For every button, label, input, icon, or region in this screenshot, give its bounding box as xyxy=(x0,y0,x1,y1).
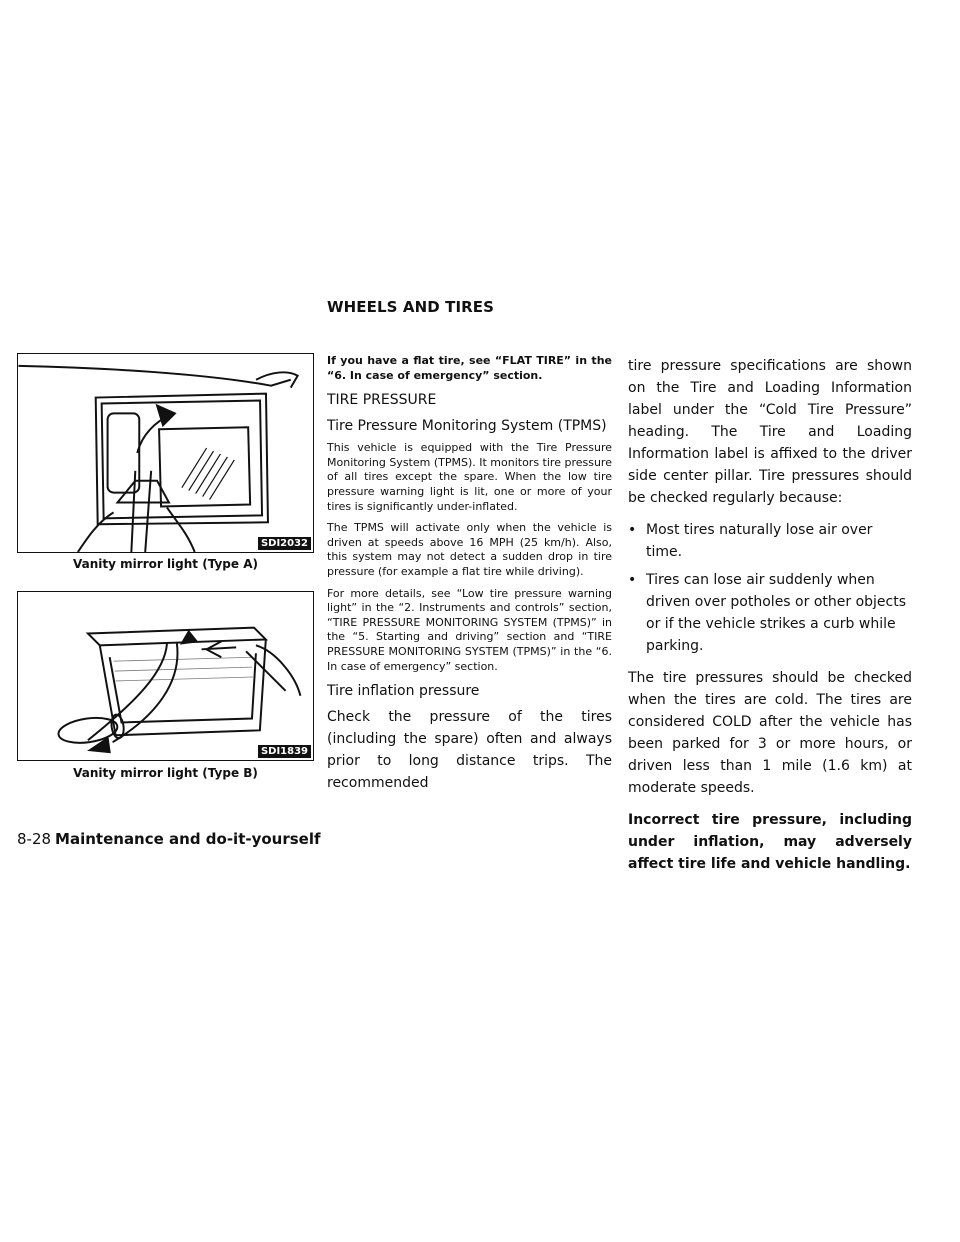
heading-tire-pressure: TIRE PRESSURE xyxy=(327,392,437,409)
paragraph: For more details, see “Low tire pressure warning light” in the “2. Instruments and controls” section, “TIRE PRESSURE MONITORING SYSTEM (TPMS)” in the “5. Starting and driving” section and “TIRE PRESSURE MONITORING SYSTEM (TPMS)” in the “6. In case of emergency” section. xyxy=(327,586,612,673)
paragraph: The TPMS will activate only when the vehicle is driven at speeds above 16 MPH (25 km/h). Also, this system may not detect a sudden drop in tire pressure (for example a flat tire while driving). xyxy=(327,521,612,578)
page-number: 8-28 xyxy=(17,830,52,848)
figure-vanity-mirror-type-b xyxy=(17,591,314,761)
paragraph: This vehicle is equipped with the Tire Pressure Monitoring System (TPMS). It monitors tire pressure of all tires except the spare. When the low tire pressure warning light is lit, one or more of your tires is significantly under-inflated. xyxy=(327,441,612,513)
flat-tire-note: If you have a flat tire, see “FLAT TIRE” in the “6. In case of emergency” section. xyxy=(327,354,612,382)
heading-tpms: Tire Pressure Monitoring System (TPMS) xyxy=(327,418,607,435)
figure-code: SDI2032 xyxy=(258,537,311,550)
paragraph: tire pressure specifications are shown on the Tire and Loading Information label under the “Cold Tire Pressure” heading. The Tire and Loading Information label is affixed to the driver side center pillar. Tire pressures should be checked regularly because: xyxy=(628,358,912,506)
heading-tire-inflation-pressure: Tire inflation pressure xyxy=(327,683,480,700)
section-header: WHEELS AND TIRES xyxy=(327,298,495,316)
column-middle xyxy=(327,354,612,801)
list-item: • Most tires naturally lose air over time. xyxy=(628,519,912,563)
bullet-list xyxy=(628,519,912,657)
bullet-icon: • xyxy=(628,572,637,588)
figure-caption: Vanity mirror light (Type A) xyxy=(73,557,258,571)
page-footer xyxy=(17,830,321,848)
vanity-mirror-type-a-illustration xyxy=(18,354,313,552)
paragraph: Check the pressure of the tires (including the spare) often and always prior to long distance trips. The recommended xyxy=(327,709,612,792)
paragraph: The tire pressures should be checked when the tires are cold. The tires are considered COLD after the vehicle has been parked for 3 or more hours, or driven less than 1 mile (1.6 km) at moderate speeds. xyxy=(628,670,912,796)
figure-code: SDI1839 xyxy=(258,745,311,758)
bullet-icon: • xyxy=(628,522,637,538)
figure-caption: Vanity mirror light (Type B) xyxy=(73,766,258,780)
figure-vanity-mirror-type-a xyxy=(17,353,314,553)
list-item: • Tires can lose air suddenly when driven over potholes or other objects or if the vehicle strikes a curb while parking. xyxy=(628,569,912,657)
vanity-mirror-type-b-illustration xyxy=(18,592,313,760)
column-right xyxy=(628,355,912,885)
footer-title: Maintenance and do-it-yourself xyxy=(55,830,321,848)
paragraph: Incorrect tire pressure, including under inflation, may adversely affect tire life and vehicle handling. xyxy=(628,812,912,872)
